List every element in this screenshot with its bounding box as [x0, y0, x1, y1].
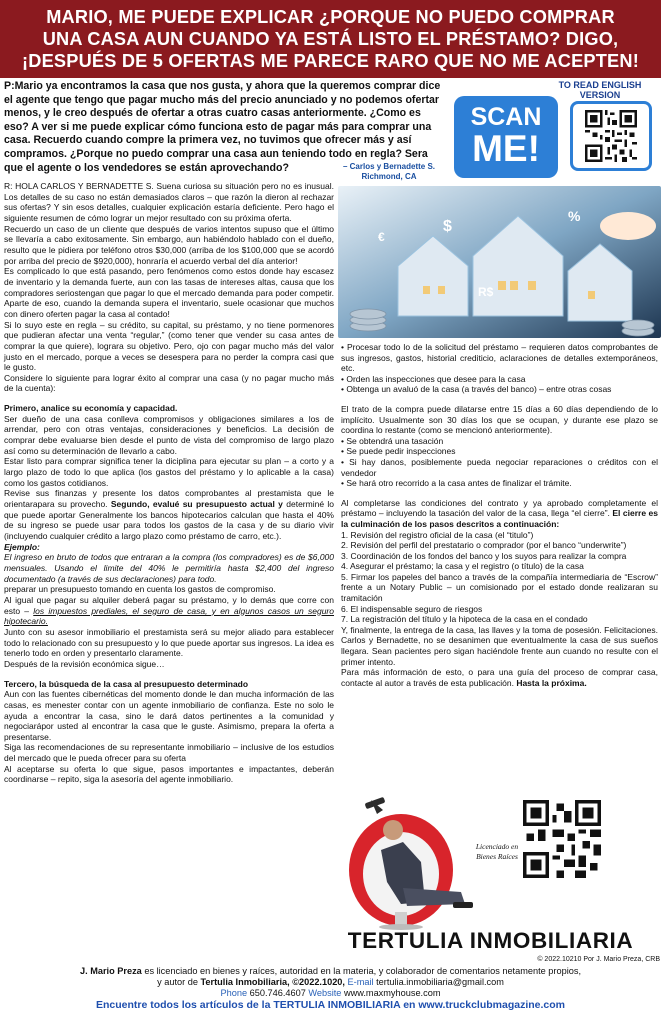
scan-badge-line-2: ME!	[472, 128, 540, 169]
author-email[interactable]: tertulia.inmobiliaria@gmail.com	[373, 976, 504, 987]
footer-line-1	[0, 966, 661, 977]
qr-code-icon	[579, 110, 643, 162]
closing-step-3: 3. Coordinación de los fondos del banco y los suyos para realizar la compra	[341, 550, 627, 561]
offer-accepted-paragraph: Al aceptarse su oferta lo que sigue, pasos importantes e impactantes, deberán coordinarse – repito, siga la asesoría del agente inmobiliario.	[4, 763, 334, 785]
english-version-qr-code[interactable]	[570, 101, 652, 171]
column-brand-title: TERTULIA INMOBILIARIA	[347, 928, 634, 953]
bullet-request-inspections: • Se puede pedir inspecciones	[341, 446, 658, 457]
author-website[interactable]: www.maxmyhouse.com	[341, 987, 441, 998]
client-story: Recuerdo un caso de un cliente que después de varios intentos supuso que el último se llevaría a cabo exitosamente. Sin embargo, aun habiéndolo hablado con el dueño, resulto que le pidiera por teléfono otros $30,000 (arriba de los $100,000 que se acordó por arriba del precio de $920,000), honraría el acuerdo verbal del día anterior!	[4, 223, 334, 266]
next-step-note: Después de la revisión económica sigue…	[4, 658, 165, 669]
budget-text-c: determiné lo que puede aportar Generalmente los bancos hipotecarios calculan que hasta el 40% de su ingreso se puede usar para todos los gastos de la casa y de su diario vivir (incluyendo cualquier crédito a largo plazo como préstamo de carro, etc.).	[4, 499, 334, 541]
closing-step-1: 1. Revisión del registro oficial de la casa (el “titulo”)	[341, 529, 534, 540]
scan-me-badge	[454, 96, 558, 178]
signature-city: Richmond, CA	[361, 172, 417, 181]
svg-text:$: $	[443, 218, 452, 235]
question-signature	[330, 162, 448, 182]
closing-step-4: 4. Asegurar el préstamo; la casa y el registro (o título) de la casa	[341, 561, 584, 572]
author-qr-icon	[523, 800, 601, 878]
contact-text: Para más información de esto, o para una guía del proceso de comprar casa, contacte al autor a través de esta publicación.	[341, 667, 658, 688]
example-label-text: Ejemplo:	[4, 541, 40, 552]
english-label-line-1: TO READ ENGLISH	[558, 80, 642, 90]
closing-step-5: 5. Firmar los papeles del banco a través de la compañía intermediaria de “Escrow” frente a un Notary Public – un comisionado por el estado donde realizaran su tramitación	[341, 571, 658, 604]
bullet-repairs-credits: • Si hay danos, posiblemente pueda negociar reparaciones o créditos con el vendedor	[341, 457, 658, 478]
svg-text:%: %	[568, 208, 581, 224]
budget-paragraph	[4, 488, 334, 541]
headline-line-2: UNA CASA AUN CUANDO YA ESTÁ LISTO EL PRÉSTAMO? DIGO,	[42, 29, 619, 49]
final-paragraph: Y, finalmente, la entrega de la casa, las llaves y la toma de posesión. Felicitaciones. Carlos y Bernadette, no se desanimen que eventualmente la casa de sus sueños llegara. Sean pacientes pero sigan haciéndole frente aun cuando no resulte con el primer intento.	[341, 624, 658, 667]
author-name: J. Mario Preza	[79, 966, 142, 976]
author-phone[interactable]: 650.746.4607	[247, 987, 309, 998]
headline-line-1: MARIO, ME PUEDE EXPLICAR ¿PORQUE NO PUEDO COMPRAR	[46, 7, 615, 27]
agent-paragraph: Aun con las fuentes cibernéticas del momento donde le dan mucha información de las casas, es menester contar con un agente inmobiliario de confianza. Este no solo le ayuda a encontrar la casa, sino le dará datos pertinentes a la comunidad y negociarápor usted al encontrar la casa que le guste. Asimismo, prepara la oferta a presentarse.	[4, 689, 334, 742]
budget-prepare: preparar un presupuesto tomando en cuenta los gastos de compromiso.	[4, 584, 276, 595]
scan-badge-line-1: SCAN	[470, 103, 542, 131]
footer-line-3	[0, 988, 661, 999]
example-text: El ingreso en bruto de todos que entraran a la compra (los compradores) es de $6,000 mensuales. Usando el limite del 40% le permitiría hasta $2,400 del ingreso documentado (a través de sus declaraciones) para todo.	[4, 552, 334, 584]
loan-costs-text: Al igual que pagar su alquiler deberá pagar su préstamo, y lo demás que corre con esto –	[4, 594, 334, 616]
headline-banner	[0, 0, 661, 78]
article-left-column	[4, 181, 334, 785]
closing-step-6: 6. El indispensable seguro de riesgos	[341, 603, 483, 614]
step-3-heading: Tercero, la búsqueda de la casa al presupuesto determinado	[4, 678, 249, 689]
closing-intro	[341, 498, 658, 530]
example-label	[4, 542, 334, 553]
ownership-paragraph: Ser dueño de una casa conlleva compromisos y obligaciones similares a los de arrendar, pero con otras ventajas, consideraciones y beneficios. La decisión de comprar debe evaluarse bien desde el punto de vista del compromiso de largo plazo así como su determinación de llevarlo a cabo.	[4, 413, 334, 456]
english-version-label	[540, 80, 660, 100]
advisor-paragraph: Junto con su asesor inmobiliario el prestamista será su mejor aliado para establecer todo lo relacionado con su presupuesto y lo que puede aportar sus ingresos. La idea es tenerlo todo en orden y presentarlo claramente.	[4, 626, 334, 659]
loan-costs-paragraph	[4, 595, 334, 627]
reader-question: P:Mario ya encontramos la casa que nos gusta, y ahora que la queremos comprar dice el agente que tengo que pagar mucho más del precio anunciado y no podemos ofertar menos, y le creo después de ofertar a otras cuatro casas anteriormente. ¿Como es eso? A ver si me puede explicar cómo funciona esto de pagar más para comprar una casa. Recuerdo cuando compre la primera vez, no tuvimos que ofrecer más y así compramos. ¿Porque no puedo comprar una casa aun teniendo todo en regla? Sera que el agente o los vendedores se están aprovechando?	[4, 80, 441, 174]
author-footer	[0, 966, 661, 1011]
sign-off: Hasta la próxima.	[516, 677, 587, 688]
escrow-timeline-paragraph: El trato de la compra puede dilatarse entre 15 días a 60 días dependiendo de lo implícito. Usualmente son 30 días los que se ocupan, y durante ese plazo se coordina lo restante (como se mencionó anteriormente).	[341, 403, 658, 436]
author-qr-code[interactable]	[523, 800, 601, 878]
english-label-line-2: VERSION	[579, 90, 621, 100]
answer-intro: R: HOLA CARLOS Y BERNADETTE S. Suena curiosa su situación pero no es inusual. Los detalles de su caso no están demasiados claros – que razón la dieron al rechazar sus ofertas? Y sin esos detalles, cualquier explicación estaría deficiente. Pero hago el siguiente resumen de cómo lograr un mejor resultado con su próxima oferta.	[4, 181, 334, 223]
closing-intro-bold: El cierre es la culminación de los pasos descritos a continuación:	[341, 508, 659, 529]
bullet-appraisal: • Obtenga un avaluó de la casa (a través del banco) – entre otras cosas	[341, 384, 658, 395]
closing-intro-text: Al completarse las condiciones del contrato y ya aprobado completamente el préstamo – incluyendo la tasación del valor de la casa, llega “el cierre”.	[341, 497, 658, 519]
email-label: E-mail	[344, 976, 374, 987]
loan-costs-underlined: los impuestos prediales, el seguro de casa, y en algunos casos un seguro hipotecario.	[4, 605, 334, 627]
step-1-heading: Primero, analice su economía y capacidad.	[4, 403, 178, 414]
licensed-line-2: Bienes Raíces	[476, 852, 518, 861]
headline-line-3: ¡DESPUÉS DE 5 OFERTAS ME PARECE RARO QUE NO ME ACEPTEN!	[22, 51, 639, 71]
bullet-loan-application: • Procesar todo lo de la solicitud del préstamo – requieren datos comprobantes de sus ingresos, gastos, historial crediticio, aclaraciones de detalles extemporáneos, etc.	[341, 342, 658, 374]
svg-text:€: €	[378, 230, 385, 244]
svg-text:R$: R$	[478, 285, 494, 299]
column-copyright: Tertulia Inmobiliaria, ©2022.1020,	[200, 976, 345, 987]
bullet-inspections: • Orden las inspecciones que desee para la casa	[341, 374, 658, 385]
recommendations-paragraph: Siga las recomendaciones de su representante inmobiliario – inclusive de los estudios del mercado que le pueda ofrecer para su oferta	[4, 742, 334, 764]
closing-step-7: 7. La registración del título y la hipoteca de la casa en el condado	[341, 614, 588, 625]
phone-label: Phone	[220, 987, 248, 998]
budget-text-a: Revise sus finanzas y presente los datos comprobantes al prestamista que le orientarapara su provecho.	[4, 488, 334, 510]
bullet-final-walkthrough: • Se hará otro recorrido a la casa antes de finalizar el trámite.	[341, 478, 658, 489]
market-explanation: Es complicado lo que está pasando, pero fenómenos como estos donde hay escasez de inventario y la demanda fuerte, aun con las tasas de intereses altas, causa que los compradores seriostengan que pagar lo que el mercado demanda para poder competir. Aparte de eso, cuando la demanda supera el inventario, suele ocasionar que muchos con dinero oferten pagar la casa al contado!	[4, 266, 334, 319]
consider-following: Considere lo siguiente para lograr éxito al comprar una casa (y no pagar mucho más de la cuenta):	[4, 372, 334, 394]
licensed-caption	[462, 842, 532, 862]
author-bio: es licenciado en bienes y raíces, autoridad en la materia, y colaborador de comentarios netamente propios,	[141, 966, 581, 976]
contact-paragraph	[341, 667, 658, 688]
licensed-line-1: Licenciado en	[475, 842, 519, 851]
readiness-paragraph: Estar listo para comprar significa tener la diciplina para ejecutar su plan – a corto y a largo plazo de todo lo que aplica (los gastos del préstamo y lo aplicable a la casa) como los gastos cotidianos.	[4, 456, 334, 488]
article-right-column	[341, 342, 658, 688]
copyright-line: © 2022.10210 Por J. Mario Preza, CRB	[537, 956, 660, 963]
website-label: Website	[308, 987, 342, 998]
step-2-heading: Segundo, evalué su presupuesto actual y	[110, 499, 283, 510]
house-coins-illustration	[338, 186, 661, 338]
bullet-valuation: • Se obtendrá una tasación	[341, 436, 658, 447]
signature-name: – Carlos y Bernadette S.	[342, 162, 436, 171]
author-of: y autor de	[157, 976, 201, 987]
footer-line-2	[0, 977, 661, 988]
closing-step-2: 2. Revisión del perfil del prestatario o comprador (por el banco “underwrite”)	[341, 540, 627, 551]
eligibility-paragraph: Si lo suyo este en regla – su crédito, su capital, su préstamo, y no tiene pormenores que pudieran afectar una venta “regular,” (como tener que vender su casa antes de comprar la que quiere), lograra su objetivo. Pero, ojo con pagar mucho más del valor justo en el mercado, porque a veces se desespera para no perder la compra casi que le gusto.	[4, 319, 334, 373]
magazine-promo-line[interactable]: Encuentre todos los artículos de la TERTULIA INMOBILIARIA en www.truckclubmagazine.com	[95, 999, 566, 1012]
houses-finance-photo	[338, 186, 661, 338]
